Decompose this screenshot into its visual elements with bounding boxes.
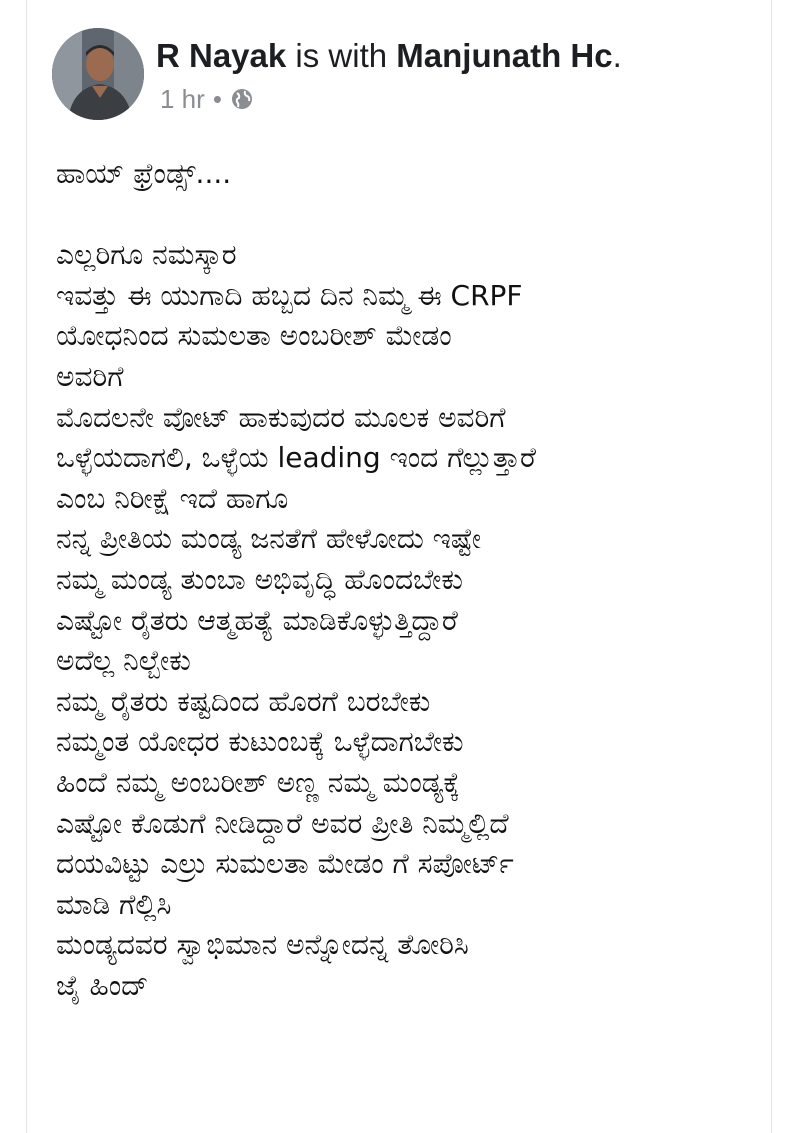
post-text-line: ಮಾಡಿ ಗೆಲ್ಲಿಸಿ — [56, 887, 172, 921]
post-time[interactable]: 1 hr — [160, 84, 205, 114]
post-text-line: ಎಷ್ಟೋ ರೈತರು ಆತ್ಮಹತ್ಯೆ ಮಾಡಿಕೊಳ್ಳುತ್ತಿದ್ದಾರೆ — [56, 603, 458, 637]
post-text-line: ಒಳ್ಳೆಯದಾಗಲಿ, ಒಳ್ಳೆಯ leading ಇಂದ ಗೆಲ್ಲುತ್ತಾರೆ — [56, 441, 536, 475]
period: . — [612, 37, 622, 74]
post-text-line: ಮಂಡ್ಯದವರ ಸ್ವಾಭಿಮಾನ ಅನ್ನೋದನ್ನ ತೋರಿಸಿ — [56, 928, 469, 962]
post-text-line: ನಮ್ಮಂತ ಯೋಧರ ಕುಟುಂಬಕ್ಕೆ ಒಳ್ಳೆದಾಗಬೇಕು — [56, 725, 464, 759]
post-text-line: ಎಷ್ಟೋ ಕೊಡುಗೆ ನೀಡಿದ್ದಾರೆ ಅವರ ಪ್ರೀತಿ ನಿಮ್ಮಲ್ಲಿದೆ — [56, 806, 509, 840]
avatar-image — [52, 28, 144, 120]
post-text-line: ಜೈ ಹಿಂದ್ — [56, 968, 149, 1002]
post-text-line: ನಮ್ಮ ಮಂಡ್ಯ ತುಂಬಾ ಅಭಿವೃದ್ಧಿ ಹೊಂದಬೇಕು — [56, 562, 463, 596]
avatar[interactable] — [52, 28, 144, 120]
post-text-line: ದಯವಿಟ್ಟು ಎಲ್ರು ಸುಮಲತಾ ಮೇಡಂ ಗೆ ಸಪೋರ್ಟ್ — [56, 847, 514, 881]
post-text-line: ಎಲ್ಲರಿಗೂ ನಮಸ್ಕಾರ — [56, 238, 237, 272]
post-author-line — [156, 36, 622, 76]
globe-icon[interactable] — [230, 87, 254, 111]
post-header — [26, 28, 726, 124]
post-text-line: ಅದೆಲ್ಲ ನಿಲ್ಬೇಕು — [56, 644, 191, 678]
post-text-line: ಅವರಿಗೆ — [56, 359, 124, 393]
meta-separator: • — [212, 84, 222, 114]
post-meta — [160, 84, 254, 114]
author-name[interactable]: R Nayak — [156, 37, 287, 74]
post-text-line: ಮೊದಲನೇ ವೋಟ್ ಹಾಕುವುದರ ಮೂಲಕ ಅವರಿಗೆ — [56, 400, 506, 434]
post-text-line: ಯೋಧನಿಂದ ಸುಮಲತಾ ಅಂಬರೀಶ್ ಮೇಡಂ — [56, 319, 452, 353]
post-text-line: ನಮ್ಮ ರೈತರು ಕಷ್ಟದಿಂದ ಹೊರಗೆ ಬರಬೇಕು — [56, 684, 431, 718]
post-text-line: ಹಿಂದೆ ನಮ್ಮ ಅಂಬರೀಶ್ ಅಣ್ಣ ನಮ್ಮ ಮಂಡ್ಯಕ್ಕೆ — [56, 765, 460, 799]
post-text-line: ಹಾಯ್ ಫ್ರೆಂಡ್ಸ್.... — [56, 157, 232, 190]
tagged-user[interactable]: Manjunath Hc — [396, 37, 613, 74]
post-text-line — [56, 195, 746, 236]
post-text — [56, 154, 746, 1006]
post-text-line: ಎಂಬ ನಿರೀಕ್ಷೆ ಇದೆ ಹಾಗೂ — [56, 481, 289, 515]
post-text-line: ನನ್ನ ಪ್ರೀತಿಯ ಮಂಡ್ಯ ಜನತೆಗೆ ಹೇಳೋದು ಇಷ್ಟೇ — [56, 522, 482, 556]
post-text-line: ಇವತ್ತು ಈ ಯುಗಾದಿ ಹಬ್ಬದ ದಿನ ನಿಮ್ಮ ಈ CRPF — [56, 278, 523, 312]
with-text: is with — [295, 37, 388, 74]
